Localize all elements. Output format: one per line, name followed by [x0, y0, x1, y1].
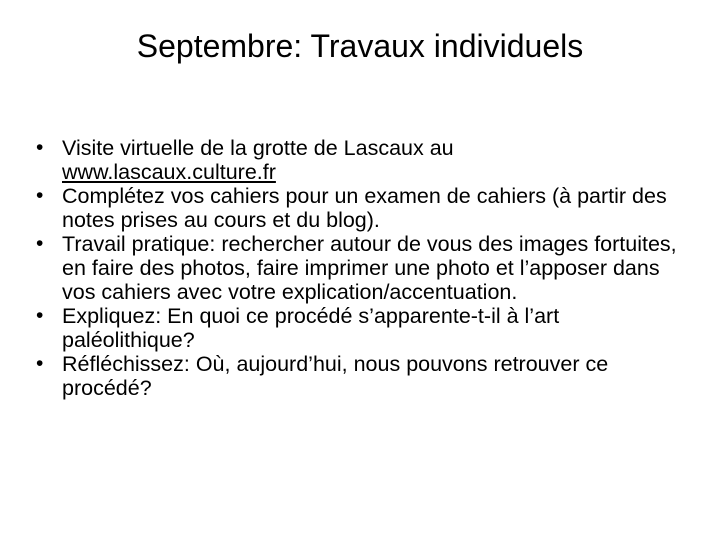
- list-item: [36, 232, 688, 304]
- bullet-text: Réfléchissez: Où, aujourd’hui, nous pouvons retrouver ce procédé?: [62, 352, 609, 400]
- bullet-icon: •: [36, 136, 44, 159]
- list-item: [36, 184, 688, 232]
- bullet-icon: •: [36, 184, 44, 207]
- bullet-list: [36, 136, 688, 400]
- list-item: [36, 136, 688, 184]
- list-item: [36, 352, 688, 400]
- bullet-text: Complétez vos cahiers pour un examen de cahiers (à partir des notes prises au cours et du blog).: [62, 184, 667, 232]
- bullet-text: Visite virtuelle de la grotte de Lascaux au: [62, 136, 454, 160]
- bullet-icon: •: [36, 232, 44, 255]
- bullet-text: Travail pratique: rechercher autour de vous des images fortuites, en faire des photos, faire imprimer une photo et l’apposer dans vos cahiers avec votre explication/accentuation.: [62, 232, 677, 304]
- list-item: [36, 304, 688, 352]
- lascaux-link[interactable]: www.lascaux.culture.fr: [62, 160, 276, 184]
- bullet-icon: •: [36, 304, 44, 327]
- bullet-icon: •: [36, 352, 44, 375]
- slide-title: Septembre: Travaux individuels: [136, 28, 584, 64]
- bullet-text: Expliquez: En quoi ce procédé s’apparente-t-il à l’art paléolithique?: [62, 304, 560, 352]
